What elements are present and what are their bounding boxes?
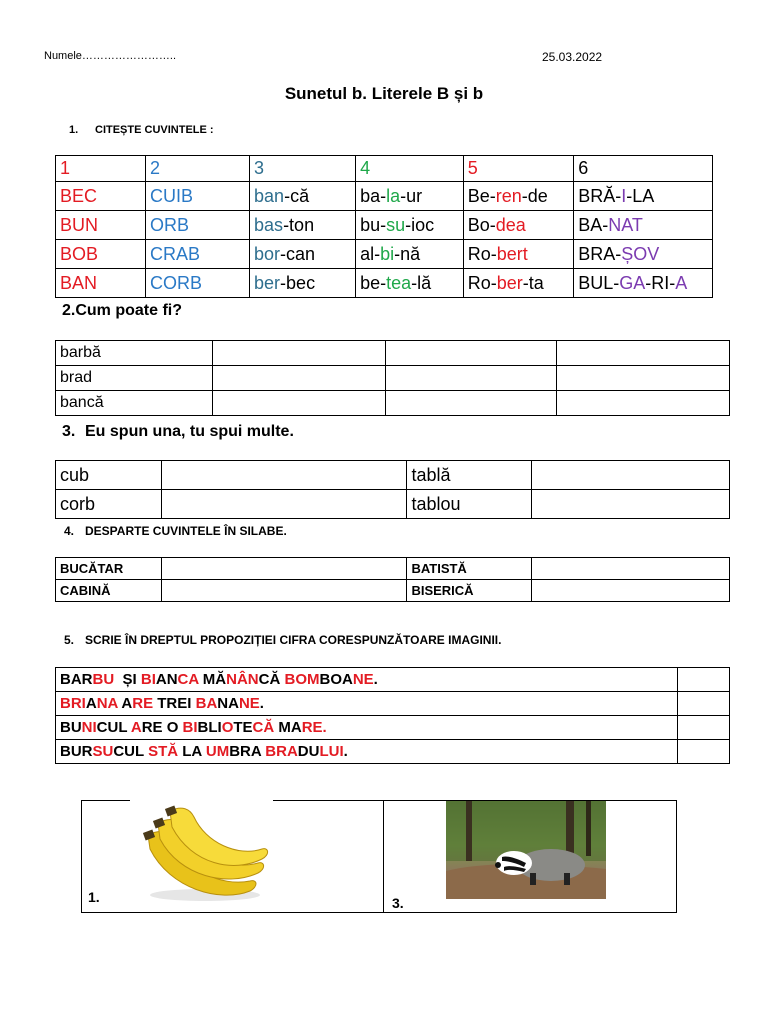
section5-heading: SCRIE ÎN DREPTUL PROPOZIȚIEI CIFRA CORESPUNZĂTOARE IMAGINII. [85, 633, 502, 647]
sentence-segment: A [85, 695, 97, 712]
answer-cell[interactable] [532, 580, 730, 602]
section5-number: 5. [64, 633, 75, 647]
syllable: -RI- [645, 272, 676, 293]
syllable: BAN [60, 272, 98, 293]
syllable: Ro- [467, 272, 497, 293]
sentence-segment: ȘI [114, 671, 141, 688]
syllable: BUN [60, 214, 99, 235]
syllable: Be- [467, 185, 496, 206]
syllable: NAT [608, 214, 643, 235]
section3-heading: Eu spun una, tu spui multe. [85, 423, 294, 440]
sentence-segment: BRA [265, 743, 298, 760]
word-cell [356, 269, 464, 298]
sentence-segment: STĂ [148, 743, 179, 760]
word-cell [463, 182, 574, 211]
syllable: CORB [150, 272, 203, 293]
sentence-segment: MĂ [198, 671, 227, 688]
page-title: Sunetul b. Literele B și b [284, 84, 484, 103]
answer-cell[interactable] [557, 391, 730, 416]
answer-cell[interactable] [212, 391, 385, 416]
syllable: tea [386, 272, 412, 293]
sentence-cell [56, 692, 678, 716]
section1-number: 1. [69, 124, 79, 136]
syllable: -can [280, 243, 316, 264]
syllable: bi [380, 243, 395, 264]
answer-cell[interactable] [161, 580, 407, 602]
sentence-segment: BRA [229, 743, 266, 760]
answer-cell[interactable] [678, 692, 730, 716]
answer-cell[interactable] [557, 341, 730, 366]
plural-table [55, 460, 730, 519]
sentence-segment: NA [96, 695, 118, 712]
section4-heading: DESPARTE CUVINTELE ÎN SILABE. [85, 524, 287, 538]
syllable: -ioc [405, 214, 435, 235]
word-cell: brad [56, 366, 213, 391]
date: 25.03.2022 [542, 50, 603, 64]
syllable: -ta [522, 272, 544, 293]
bananas-image [130, 799, 273, 907]
sentence-segment: BOA [319, 671, 353, 688]
answer-cell[interactable] [557, 366, 730, 391]
syllable: -LA [626, 185, 655, 206]
sentence-segment: SU [92, 743, 114, 760]
syllable: GA [619, 272, 646, 293]
answer-cell[interactable] [161, 461, 407, 490]
word-cell [146, 182, 250, 211]
badger-image [446, 801, 606, 899]
word-cell [574, 240, 713, 269]
word-cell [56, 269, 146, 298]
syllable: BUL- [578, 272, 620, 293]
word-cell [463, 240, 574, 269]
syllable: ban [254, 185, 285, 206]
syllable: -de [521, 185, 548, 206]
syllable: A [675, 272, 688, 293]
section3-number: 3. [62, 423, 76, 440]
syllable: bert [496, 243, 528, 264]
sentence-segment: . [259, 695, 264, 712]
answer-cell[interactable] [161, 490, 407, 519]
syllable: -că [284, 185, 310, 206]
sentence-segment: RE. [301, 719, 327, 736]
sentence-cell [56, 716, 678, 740]
sentence-segment: NE [352, 671, 374, 688]
sentence-segment: A [117, 695, 133, 712]
word-cell [356, 211, 464, 240]
section2-heading: 2.Cum poate fi? [62, 302, 183, 319]
syllable: be- [360, 272, 387, 293]
syllable: CUIB [150, 185, 194, 206]
syllable: -nă [394, 243, 421, 264]
syllable: bas [254, 214, 284, 235]
word-cell [574, 269, 713, 298]
sentence-cell [56, 740, 678, 764]
sentence-segment: NA [217, 695, 239, 712]
sentence-segment: LUI [319, 743, 344, 760]
column-header: 3 [250, 156, 356, 182]
sentence-segment: CUL [96, 719, 131, 736]
words-table [55, 155, 713, 298]
word-cell [463, 211, 574, 240]
word-cell [250, 182, 356, 211]
sentence-segment: BUR [60, 743, 93, 760]
syllable: -lă [411, 272, 432, 293]
word-cell: cub [56, 461, 162, 490]
sentence-cell [56, 668, 678, 692]
images-frame [81, 800, 677, 913]
sentence-segment: . [373, 671, 378, 688]
sentence-segment: . [343, 743, 348, 760]
word-cell: BATISTĂ [407, 558, 532, 580]
answer-cell[interactable] [532, 490, 730, 519]
syllable: CRAB [150, 243, 201, 264]
sentence-segment: BU [92, 671, 115, 688]
answer-cell[interactable] [385, 341, 557, 366]
word-cell: corb [56, 490, 162, 519]
sentence-segment: BAR [60, 671, 93, 688]
answer-cell[interactable] [161, 558, 407, 580]
word-cell [356, 182, 464, 211]
sentence-segment: CUL [113, 743, 149, 760]
sentence-segment: TREI [153, 695, 196, 712]
word-cell: barbă [56, 341, 213, 366]
sentence-segment: MA [274, 719, 302, 736]
syllable: BRĂ- [578, 185, 622, 206]
sentence-segment: LA [178, 743, 206, 760]
sentence-segment: NI [81, 719, 97, 736]
word-cell [146, 211, 250, 240]
syllable: la [386, 185, 401, 206]
word-cell: CABINĂ [56, 580, 162, 602]
word-cell [250, 269, 356, 298]
sentences-table [55, 667, 730, 764]
word-cell [146, 240, 250, 269]
sentence-segment: BI [140, 671, 156, 688]
word-cell [574, 211, 713, 240]
syllable: BEC [60, 185, 98, 206]
sentence-segment: NE [238, 695, 260, 712]
syllable: ba- [360, 185, 387, 206]
word-cell [463, 269, 574, 298]
answer-cell[interactable] [678, 740, 730, 764]
section1-heading: CITEȘTE CUVINTELE : [95, 124, 214, 136]
sentence-segment: CĂ [252, 719, 275, 736]
sentence-segment: CA [177, 671, 199, 688]
sentence-segment: RE O [141, 719, 183, 736]
sentence-segment: AN [155, 671, 178, 688]
word-cell [250, 211, 356, 240]
adjectives-table [55, 340, 730, 416]
syllable: ber [254, 272, 281, 293]
word-cell [56, 211, 146, 240]
column-header: 1 [56, 156, 146, 182]
word-cell [356, 240, 464, 269]
syllables-table [55, 557, 730, 602]
column-header: 6 [574, 156, 713, 182]
syllable: Bo- [467, 214, 496, 235]
syllable: bu- [360, 214, 387, 235]
answer-cell[interactable] [212, 366, 385, 391]
syllable: -ur [400, 185, 423, 206]
syllable: BA- [578, 214, 609, 235]
syllable: bor [254, 243, 281, 264]
syllable: ren [495, 185, 522, 206]
sentence-segment: DU [297, 743, 320, 760]
syllable: ber [496, 272, 523, 293]
sentence-segment: TE [233, 719, 253, 736]
answer-cell[interactable] [385, 366, 557, 391]
word-cell: BISERICĂ [407, 580, 532, 602]
sentence-segment: BOM [284, 671, 320, 688]
word-cell [574, 182, 713, 211]
syllable: Ro- [467, 243, 497, 264]
syllable: -bec [280, 272, 316, 293]
syllable: I [621, 185, 627, 206]
sentence-segment: BLI [197, 719, 222, 736]
word-cell [56, 240, 146, 269]
answer-cell[interactable] [678, 668, 730, 692]
image-label-3: 3. [392, 895, 404, 911]
name-label: Numele…………………….. [44, 50, 177, 62]
syllable: ORB [150, 214, 190, 235]
answer-cell[interactable] [532, 558, 730, 580]
syllable: BOB [60, 243, 99, 264]
column-header: 5 [463, 156, 574, 182]
syllable: ȘOV [621, 243, 660, 264]
answer-cell[interactable] [212, 341, 385, 366]
sentence-segment: CĂ [258, 671, 285, 688]
answer-cell[interactable] [532, 461, 730, 490]
sentence-segment: NÂN [226, 671, 259, 688]
syllable: -ton [283, 214, 315, 235]
sentence-segment: RE [132, 695, 154, 712]
column-header: 2 [146, 156, 250, 182]
sentence-segment: UM [205, 743, 230, 760]
divider [383, 801, 384, 912]
word-cell: tablă [407, 461, 532, 490]
word-cell: tablou [407, 490, 532, 519]
word-cell: bancă [56, 391, 213, 416]
word-cell [146, 269, 250, 298]
syllable: al- [360, 243, 381, 264]
column-header: 4 [356, 156, 464, 182]
sentence-segment: A [130, 719, 142, 736]
word-cell: BUCĂTAR [56, 558, 162, 580]
syllable: BRA- [578, 243, 622, 264]
sentence-segment: BA [195, 695, 218, 712]
section4-number: 4. [64, 524, 75, 538]
sentence-segment: O [221, 719, 234, 736]
image-label-1: 1. [88, 889, 100, 905]
word-cell [250, 240, 356, 269]
answer-cell[interactable] [385, 391, 557, 416]
word-cell [56, 182, 146, 211]
sentence-segment: BRI [60, 695, 86, 712]
syllable: dea [495, 214, 526, 235]
sentence-segment: BU [60, 719, 82, 736]
answer-cell[interactable] [678, 716, 730, 740]
sentence-segment: BI [182, 719, 198, 736]
syllable: su [386, 214, 406, 235]
